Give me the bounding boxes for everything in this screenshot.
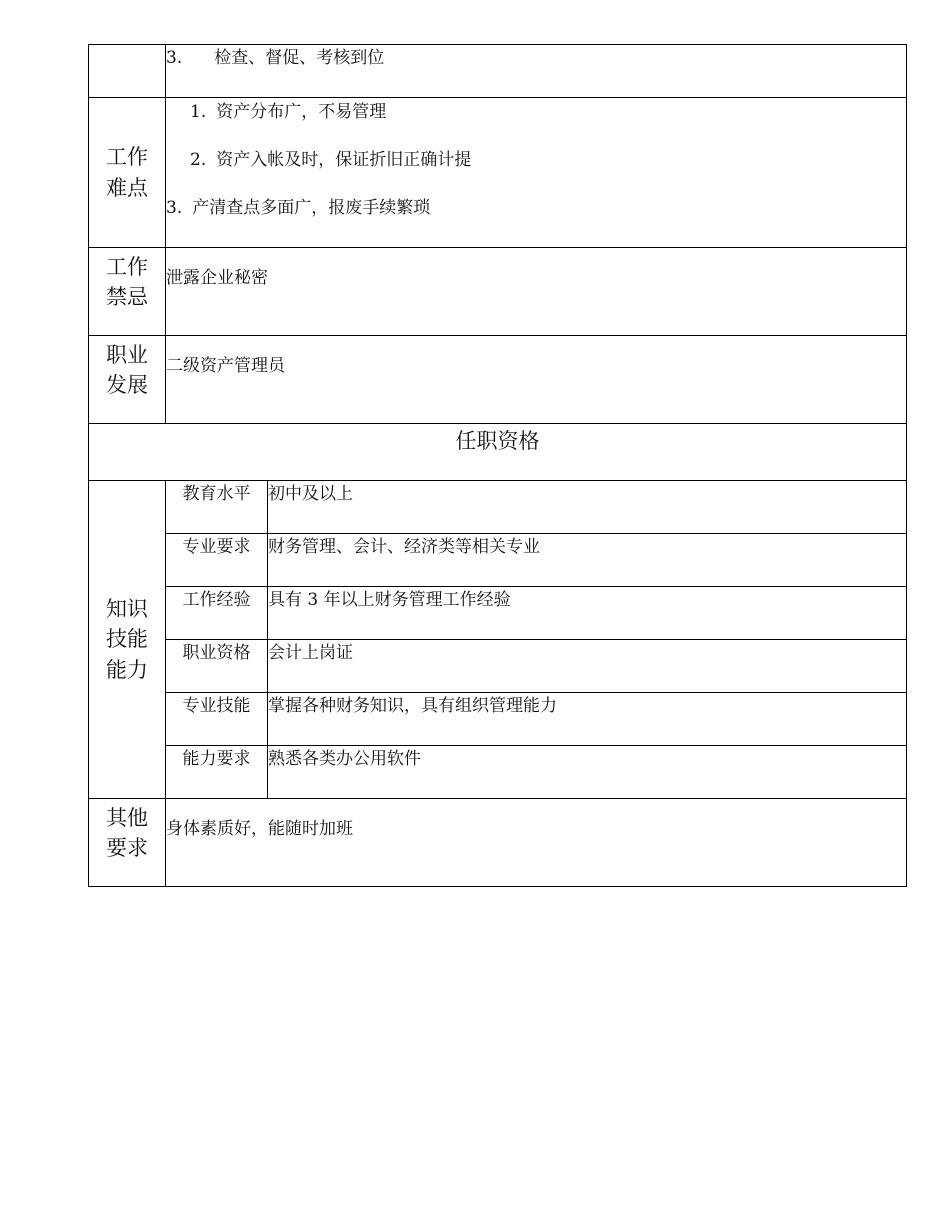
- skills-value: 掌握各种财务知识，具有组织管理能力: [268, 693, 907, 746]
- table-row: [89, 693, 907, 746]
- experience-value: 具有 3 年以上财务管理工作经验: [268, 587, 907, 640]
- difficulties-label: 工作难点: [106, 145, 148, 200]
- intro-line: [166, 48, 384, 68]
- list-item: [166, 101, 906, 149]
- career-text: 二级资产管理员: [166, 356, 285, 376]
- career-content-cell: [166, 336, 907, 424]
- other-text: 身体素质好，能随时加班: [166, 819, 353, 839]
- list-item-number: 1.: [190, 102, 207, 122]
- other-content-cell: [166, 799, 907, 887]
- intro-number: 3.: [166, 48, 183, 68]
- table-row: [89, 746, 907, 799]
- table-row: [89, 640, 907, 693]
- ability-value: 熟悉各类办公用软件: [268, 746, 907, 799]
- table-row: [89, 98, 907, 248]
- major-label: 专业要求: [166, 534, 268, 587]
- ability-label: 能力要求: [166, 746, 268, 799]
- taboos-content-cell: [166, 248, 907, 336]
- taboos-label-cell: [89, 248, 166, 336]
- certificate-value: 会计上岗证: [268, 640, 907, 693]
- education-label: 教育水平: [166, 481, 268, 534]
- taboos-label: 工作禁忌: [106, 255, 148, 310]
- table-row: [89, 336, 907, 424]
- career-label-cell: [89, 336, 166, 424]
- difficulties-label-cell: [89, 98, 166, 248]
- table-row: [89, 424, 907, 481]
- list-item-text: 资产分布广，不易管理: [216, 102, 387, 122]
- list-item-text: 资产入帐及时，保证折旧正确计提: [216, 150, 472, 170]
- certificate-label: 职业资格: [166, 640, 268, 693]
- qualifications-title: 任职资格: [89, 424, 907, 481]
- intro-text: 检查、督促、考核到位: [214, 48, 385, 68]
- other-label-cell: [89, 799, 166, 887]
- intro-content-cell: [166, 45, 907, 98]
- table-row: [89, 481, 907, 534]
- major-value: 财务管理、会计、经济类等相关专业: [268, 534, 907, 587]
- table-row: [89, 799, 907, 887]
- table-row: [89, 587, 907, 640]
- empty-label-cell: [89, 45, 166, 98]
- list-item-number: 3.: [166, 198, 183, 218]
- taboos-text: 泄露企业秘密: [166, 268, 268, 288]
- difficulties-content-cell: [166, 98, 907, 248]
- table-row: [89, 248, 907, 336]
- list-item: [166, 149, 906, 197]
- table-row: [89, 45, 907, 98]
- career-label: 职业发展: [106, 343, 148, 398]
- table-row: [89, 534, 907, 587]
- list-item: [166, 197, 906, 245]
- education-value: 初中及以上: [268, 481, 907, 534]
- knowledge-label-cell: [89, 481, 166, 799]
- list-item-number: 2.: [190, 150, 207, 170]
- experience-label: 工作经验: [166, 587, 268, 640]
- job-description-table: [88, 44, 907, 887]
- other-label: 其他要求: [106, 806, 148, 861]
- skills-label: 专业技能: [166, 693, 268, 746]
- knowledge-label: 知识技能能力: [106, 596, 148, 682]
- list-item-text: 产清查点多面广，报废手续繁琐: [192, 198, 431, 218]
